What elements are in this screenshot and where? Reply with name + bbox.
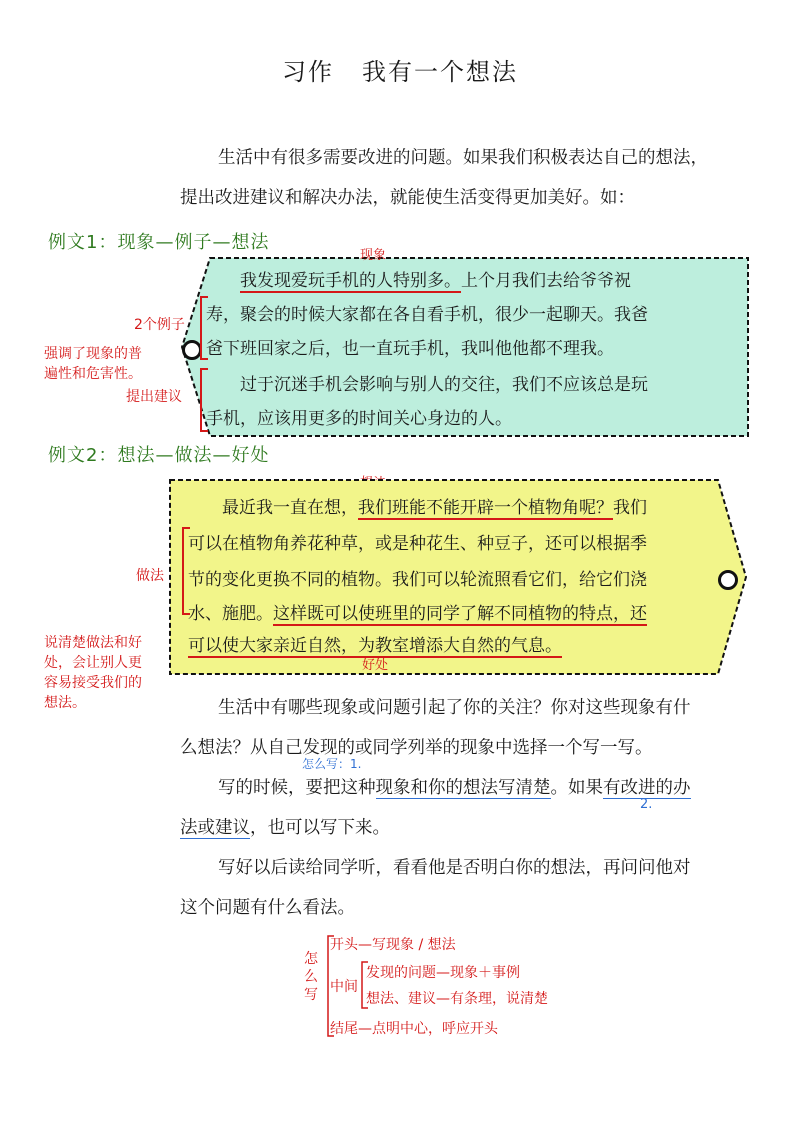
- example2-line2a: 可以在植物角养花种草，或是种花生、种豆子，: [188, 534, 545, 554]
- example2-line3: [188, 563, 647, 597]
- example1-bracket-examples: [200, 296, 208, 360]
- example2-note-clear-2: 处，会让别人更: [44, 655, 142, 671]
- title-part2: 我有一个想法: [362, 58, 518, 86]
- example2-note-clear-4: 想法。: [44, 695, 86, 711]
- page-title: [0, 52, 800, 87]
- example1-line1b: 上个月我们去给爷爷祝: [461, 271, 631, 291]
- body-p2-line2: [180, 808, 390, 849]
- example1-line5: 手机，应该用更多的时间关心身边的人。: [206, 409, 512, 429]
- body-p3-line1: 写好以后读给同学听，看看他是否明白你的想法，再问问他对: [218, 858, 691, 878]
- example2-line4a: 水、施肥。: [188, 604, 273, 624]
- example2-benefit-end: 可以使大家亲近自然，为教室增添大自然的气息。: [188, 636, 562, 656]
- example2-line3b: 我们可以轮流照看它们，给它们浇: [392, 570, 647, 590]
- example1-note-emphasis-2: 遍性和危害性。: [44, 366, 142, 382]
- intro-line2: 提出改进建议和解决办法，就能使生活变得更加美好。如：: [180, 188, 635, 208]
- example2-note-clear-1: 说清楚做法和好: [44, 635, 142, 651]
- outline-side-label: 怎么写: [304, 951, 318, 1003]
- intro-line1: 生活中有很多需要改进的问题。如果我们积极表达自己的想法，: [218, 148, 708, 168]
- example1-bracket-suggest: [200, 368, 208, 432]
- title-part1: 习作: [282, 58, 334, 86]
- outline-middle-1: 发现的问题—现象＋事例: [366, 965, 520, 981]
- outline-middle-label: 中间: [330, 979, 358, 995]
- example1-line3: 爸下班回家之后，也一直玩手机，我叫他他都不理我。: [206, 339, 614, 359]
- body-p2-b: 现象和你的想法写清楚: [375, 778, 551, 798]
- body-p2-line1: [218, 768, 691, 809]
- example2-note-clear-3: 容易接受我们的: [44, 675, 142, 691]
- outline-middle-2: 想法、建议—有条理，说清楚: [366, 991, 548, 1007]
- example1-heading: 例文1：现象—例子—想法: [48, 232, 270, 253]
- body-p1-line1: 生活中有哪些现象或问题引起了你的关注？你对这些现象有什: [218, 698, 691, 718]
- example1-note-emphasis-1: 强调了现象的普: [44, 346, 142, 362]
- example2-label-bottom: 好处: [362, 658, 389, 673]
- example1-line1: [240, 264, 631, 298]
- body-p2-c: 。如果: [550, 778, 603, 798]
- example2-line1: [222, 491, 647, 525]
- example1-note-examples: 2个例子: [134, 317, 185, 333]
- example2-line2: [188, 527, 647, 561]
- outline-start: 开头—写现象 / 想法: [330, 937, 456, 953]
- body-p1-line2: 么想法？从自己发现的或同学列举的现象中选择一个写一写。: [180, 738, 653, 758]
- body-p2-f: ，也可以写下来。: [250, 818, 390, 838]
- body-p2-d: 有改进的办: [603, 778, 691, 798]
- example2-line1a: 最近我一直在想，: [222, 498, 358, 518]
- outline-end: 结尾—点明中心，呼应开头: [330, 1021, 498, 1037]
- body-p2-e: 法或建议: [180, 818, 250, 838]
- example2-line1c: 我们: [613, 498, 647, 518]
- example1-tag-hole: [182, 340, 202, 360]
- example1-line2: 寿，聚会的时候大家都在各自看手机，很少一起聊天。我爸: [206, 305, 648, 325]
- example2-bracket-method: [182, 527, 190, 615]
- body-p3-line2: 这个问题有什么看法。: [180, 898, 355, 918]
- example2-benefit-start: 这样既可以使班里的同学了解不同植物的特点，还: [273, 604, 647, 624]
- example1-note-suggest: 提出建议: [126, 389, 182, 405]
- body-num2: 2.: [640, 797, 653, 812]
- example1-phenomenon: 我发现爱玩手机的人特别多。: [240, 271, 461, 291]
- example1-label-top: 现象: [360, 248, 387, 263]
- example2-line3a: 节的变化更换不同的植物。: [188, 570, 392, 590]
- example2-tag-hole: [718, 570, 738, 590]
- body-how-note: 怎么写：1.: [302, 757, 362, 771]
- example2-line4: [188, 597, 647, 631]
- body-p2-a: 写的时候，要把这种: [218, 778, 376, 798]
- example2-idea: 我们班能不能开辟一个植物角呢？: [358, 498, 613, 518]
- example2-line2b: 还可以根据季: [545, 534, 647, 554]
- example1-line4: 过于沉迷手机会影响与别人的交往，我们不应该总是玩: [240, 375, 648, 395]
- example2-note-method: 做法: [136, 568, 164, 584]
- example2-heading: 例文2：想法—做法—好处: [48, 445, 270, 466]
